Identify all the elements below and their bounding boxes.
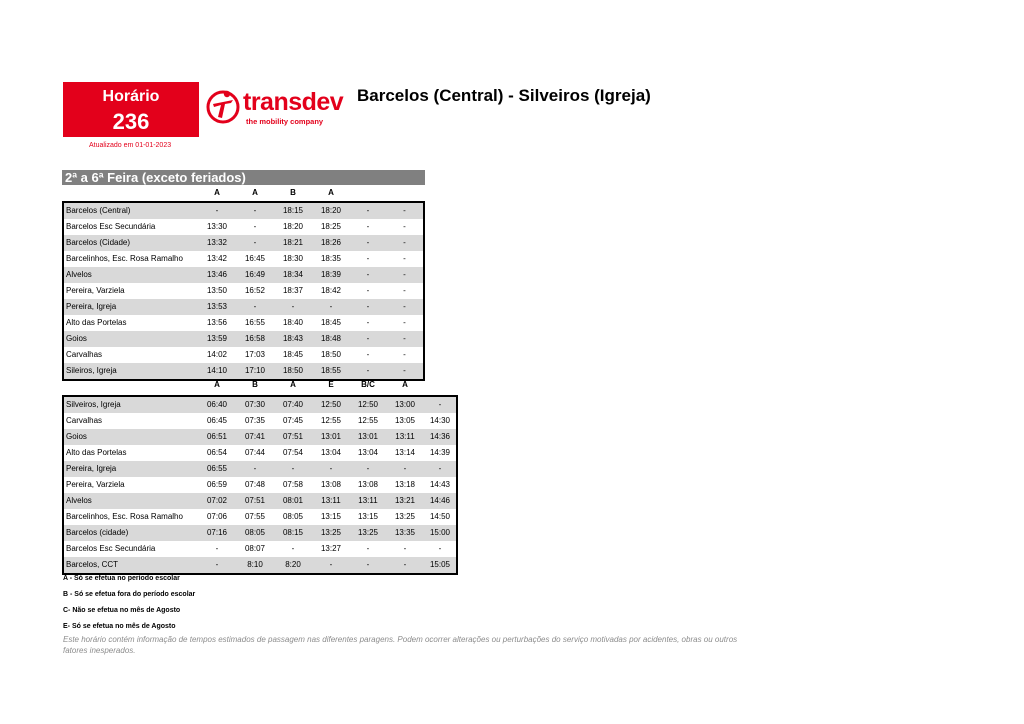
departure-time: 13:25 [312,525,350,541]
departure-time: - [350,202,386,219]
departure-time: 13:11 [312,493,350,509]
departure-time: - [350,363,386,380]
stop-name: Pereira, Varziela [66,286,125,295]
stop-name: Barcelos Esc Secundária [66,544,156,553]
departure-time: 18:43 [274,331,312,347]
departure-time: 18:35 [320,254,342,263]
departure-time: - [350,331,386,347]
stop-name: Alto das Portelas [66,448,127,457]
table-row [63,525,457,541]
departure-time: 06:45 [206,416,228,425]
departure-time: 13:11 [386,429,424,445]
departure-time: - [236,202,274,219]
departure-time: - [403,222,406,231]
departure-time: 07:41 [236,429,274,445]
column-label: A [402,380,408,389]
table-row [63,557,457,574]
departure-time: 18:45 [282,350,304,359]
departure-time: - [198,557,236,574]
departure-time: - [366,350,370,359]
departure-time: 13:00 [386,396,424,413]
stop-name: Goios [63,331,198,347]
departure-time: - [236,235,274,251]
note-c: C- Não se efetua no mês de Agosto [63,607,181,614]
table-row [63,429,457,445]
departure-time: - [274,299,312,315]
departure-time: - [403,544,407,553]
departure-time: - [312,299,350,315]
departure-time: 07:16 [198,525,236,541]
departure-time: 13:14 [394,448,416,457]
departure-time: - [386,461,424,477]
departure-time: 07:48 [244,480,266,489]
departure-time: 18:42 [320,286,342,295]
route-badge [63,82,199,137]
route-title: Barcelos (Central) - Silveiros (Igreja) [357,86,651,105]
departure-time: 18:15 [274,202,312,219]
departure-time: 07:40 [274,396,312,413]
legend-notes [63,573,195,637]
departure-time: - [198,202,236,219]
departure-time: 13:27 [320,544,342,553]
departure-time: - [215,544,219,553]
stop-name: Barcelos Esc Secundária [66,222,156,231]
departure-time: 06:40 [198,396,236,413]
departure-time: 18:20 [312,202,350,219]
table-row [63,347,424,363]
table-row [63,315,424,331]
departure-time: 14:02 [206,350,228,359]
departure-time: 07:06 [206,512,228,521]
stop-name: Alvelos [63,267,198,283]
departure-time: - [403,318,406,327]
departure-time: 13:04 [357,448,379,457]
table-row [63,396,457,413]
departure-time: 16:58 [236,331,274,347]
departure-time: - [386,299,424,315]
outbound-column-header [62,188,424,200]
table-row [63,299,424,315]
table-row [63,493,457,509]
stop-name: Goios [63,429,198,445]
table-row [63,267,424,283]
logo-tagline: the mobility company [246,117,324,126]
departure-time: - [236,299,274,315]
departure-time: 15:00 [424,525,457,541]
stop-name: Sileiros, Igreja [63,363,198,380]
departure-time: 13:15 [320,512,342,521]
departure-time: 07:35 [244,416,266,425]
departure-time: - [350,235,386,251]
table-row [63,477,457,493]
stop-name: Barcelos (Cidade) [63,235,198,251]
inbound-timetable [62,395,458,575]
stop-name: Pereira, Igreja [63,461,198,477]
departure-time: 13:32 [198,235,236,251]
column-label: B [290,188,296,197]
column-label [350,188,386,200]
departure-time: - [386,363,424,380]
departure-time: 13:35 [386,525,424,541]
departure-time: 16:49 [236,267,274,283]
departure-time: 08:07 [244,544,266,553]
departure-time: 13:21 [386,493,424,509]
departure-time: 06:51 [198,429,236,445]
departure-time: 13:04 [320,448,342,457]
departure-time: 07:58 [282,480,304,489]
departure-time: 08:15 [274,525,312,541]
departure-time: 13:11 [350,493,386,509]
departure-time: - [386,331,424,347]
departure-time: 14:10 [198,363,236,380]
departure-time: 06:54 [206,448,228,457]
departure-time: 07:51 [236,493,274,509]
departure-time: 18:25 [320,222,342,231]
stop-name: Barcelos (Central) [63,202,198,219]
departure-time: 13:50 [206,286,228,295]
table-row [63,235,424,251]
route-number: 236 [112,109,150,134]
disclaimer: Este horário contém informação de tempos estimados de passagem nas diferentes paragens. Podem ocorrer alterações ou perturbações do serviço motivadas por acidentes, obras ou outros fatores inesperados. [63,635,738,655]
column-label: B [252,380,258,389]
departure-time: - [350,267,386,283]
departure-time: 13:15 [357,512,379,521]
departure-time: 18:45 [320,318,342,327]
departure-time: - [274,461,312,477]
departure-time: 13:53 [198,299,236,315]
departure-time: 18:55 [312,363,350,380]
table-row [63,445,457,461]
departure-time: - [386,267,424,283]
departure-time: 06:59 [206,480,228,489]
departure-time: 12:55 [320,416,342,425]
departure-time: - [386,202,424,219]
table-row [63,461,457,477]
note-a: A - Só se efetua no período escolar [63,575,180,582]
departure-time: 08:01 [274,493,312,509]
table-row [63,363,424,380]
stop-name: Barcelinhos, Esc. Rosa Ramalho [66,512,183,521]
departure-time: - [366,318,370,327]
departure-time: - [312,461,350,477]
departure-time: 8:20 [274,557,312,574]
departure-time: 12:50 [312,396,350,413]
departure-time: - [366,544,370,553]
departure-time: 16:52 [244,286,266,295]
table-row [63,251,424,267]
departure-time: 13:30 [206,222,228,231]
column-label [62,188,198,200]
column-label [386,188,424,200]
departure-time: 13:01 [350,429,386,445]
departure-time: - [350,461,386,477]
inbound-column-header [62,380,424,392]
departure-time: - [291,544,295,553]
departure-time: - [350,557,386,574]
departure-time: - [403,350,406,359]
departure-time: 18:40 [282,318,304,327]
stop-name: Silveiros, Igreja [63,396,198,413]
departure-time: - [253,222,257,231]
table-row [63,541,457,557]
departure-time: 13:08 [357,480,379,489]
departure-time: 18:48 [312,331,350,347]
departure-time: - [386,235,424,251]
stop-name: Alvelos [63,493,198,509]
departure-time: 17:10 [236,363,274,380]
departure-time: 13:59 [198,331,236,347]
departure-time: - [403,254,406,263]
stop-name: Pereira, Igreja [63,299,198,315]
departure-time: 16:45 [244,254,266,263]
table-row [63,219,424,235]
departure-time: 18:50 [274,363,312,380]
departure-time: 18:39 [312,267,350,283]
departure-time: - [366,222,370,231]
departure-time: 14:39 [429,448,451,457]
departure-time: 07:44 [244,448,266,457]
departure-time: - [424,396,457,413]
departure-time: - [366,286,370,295]
departure-time: 14:43 [429,480,451,489]
column-label: A [252,188,258,197]
table-row [63,413,457,429]
table-row [63,202,424,219]
departure-time: 18:20 [282,222,304,231]
departure-time: 07:02 [198,493,236,509]
column-label: B/C [361,380,375,389]
stop-name: Barcelos (cidade) [63,525,198,541]
departure-time: 12:55 [357,416,379,425]
column-label: E [328,380,334,389]
column-label: A [328,188,334,197]
departure-time: 17:03 [244,350,266,359]
departure-time: 14:46 [424,493,457,509]
departure-time: 14:30 [429,416,451,425]
departure-time: 13:42 [206,254,228,263]
departure-time: 13:01 [312,429,350,445]
transdev-logo [205,88,344,130]
note-e: E- Só se efetua no mês de Agosto [63,623,176,630]
departure-time: 07:30 [236,396,274,413]
column-label: A [214,380,220,389]
logo-wordmark: transdev [243,88,344,116]
section-title: 2ª a 6ª Feira (exceto feriados) [62,170,425,185]
departure-time: 18:37 [282,286,304,295]
departure-time: 13:56 [206,318,228,327]
column-label [62,380,198,392]
departure-time: 13:25 [394,512,416,521]
table-row [63,331,424,347]
stop-name: Barcelos, CCT [63,557,198,574]
departure-time: 13:08 [320,480,342,489]
departure-time: 06:55 [198,461,236,477]
table-row [63,283,424,299]
departure-time: - [386,557,424,574]
departure-time: 13:18 [394,480,416,489]
departure-time: 18:21 [274,235,312,251]
stop-name: Barcelinhos, Esc. Rosa Ramalho [66,254,183,263]
note-b: B - Só se efetua fora do período escolar [63,591,196,598]
departure-time: 07:55 [244,512,266,521]
departure-time: - [424,461,457,477]
departure-time: 16:55 [244,318,266,327]
departure-time: 13:25 [350,525,386,541]
departure-time: 18:34 [274,267,312,283]
departure-time: 12:50 [350,396,386,413]
departure-time: - [236,461,274,477]
departure-time: 13:05 [394,416,416,425]
transdev-runner-icon [205,88,241,126]
departure-time: 18:50 [320,350,342,359]
updated-date: Atualizado em 01-01-2023 [89,142,172,149]
badge-title: Horário [102,88,160,105]
departure-time: 08:05 [282,512,304,521]
departure-time: 07:51 [274,429,312,445]
departure-time: - [438,544,442,553]
departure-time: 08:05 [236,525,274,541]
table-row [63,509,457,525]
departure-time: 07:45 [282,416,304,425]
departure-time: 13:46 [198,267,236,283]
stop-name: Pereira, Varziela [66,480,125,489]
departure-time: 07:54 [282,448,304,457]
column-label: A [214,188,220,197]
departure-time: 18:30 [282,254,304,263]
departure-time: 18:26 [312,235,350,251]
departure-time: - [366,254,370,263]
departure-time: 15:05 [424,557,457,574]
stop-name: Carvalhas [66,416,103,425]
departure-time: 14:36 [424,429,457,445]
departure-time: - [312,557,350,574]
departure-time: - [403,286,406,295]
outbound-timetable [62,201,425,381]
column-label: A [290,380,296,389]
stop-name: Alto das Portelas [66,318,127,327]
stop-name: Carvalhas [66,350,103,359]
departure-time: 14:50 [429,512,451,521]
departure-time: 8:10 [236,557,274,574]
departure-time: - [350,299,386,315]
